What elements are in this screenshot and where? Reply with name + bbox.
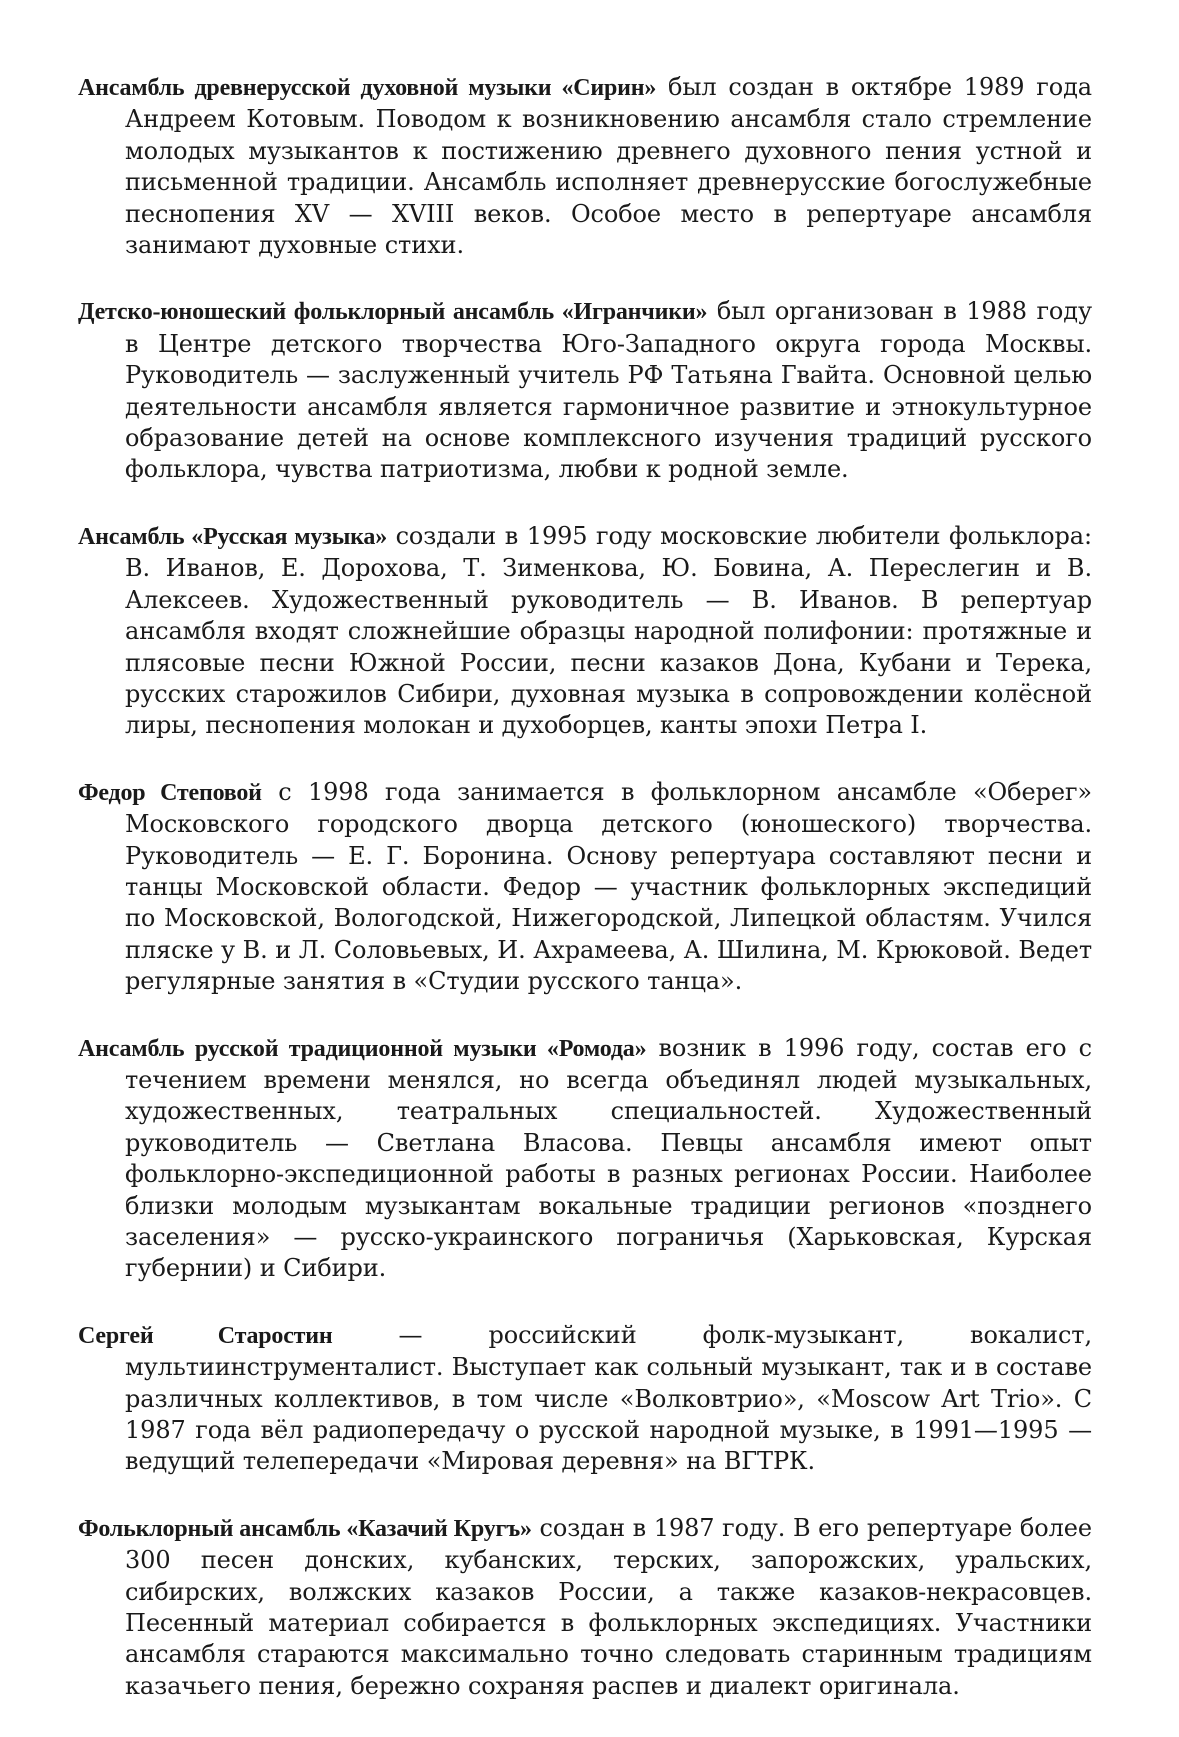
entry-text: был создан в октябре 1989 года Андреем Котовым. Поводом к возникновению ансамбля стало стремление молодых музыкантов к постижению древнего духовного пения устной и письменной традиции. Ансамбль исполняет древнерусские богослужебные песнопения XV — XVIII веков. Особое место в репертуаре ансамбля занимают духовные стихи.: [125, 73, 1092, 260]
entry-name: Ансамбль древнерусской духовной музыки «Сирин»: [78, 75, 657, 101]
entry-fedor-stepovoy: [78, 777, 1092, 998]
entry-text: создали в 1995 году московские любители фольклора: В. Иванов, Е. Дорохова, Т. Зименкова, Ю. Бовина, А. Переслегин и В. Алексеев. Художественный руководитель — В. Иванов. В репертуар ансамбля входят сложнейшие образцы народной полифонии: протяжные и плясовые песни Южной России, песни казаков Дона, Кубани и Терека, русских старожилов Сибири, духовная музыка в сопровождении колёсной лиры, песнопения молокан и духоборцев, канты эпохи Петра I.: [125, 521, 1092, 740]
entry-romoda: [78, 1033, 1092, 1285]
entry-name: Федор Степовой: [78, 779, 262, 806]
entry-text: возник в 1996 году, состав его с течением времени менялся, но всегда объединял людей музыкальных, художественных, театральных специальностей. Художественный руководитель — Светлана Власова. Певцы ансамбля имеют опыт фольклорно-экспедиционной работы в разных регионах России. Наиболее близки молодым музыкантам вокальные традиции регионов «позднего заселения» — русско-украинского пограничья (Харьковская, Курская губернии) и Сибири.: [125, 1033, 1093, 1283]
entry-name: Детско-юношеский фольклорный ансамбль «Игранчики»: [78, 299, 708, 326]
entry-text: был организован в 1988 году в Центре детского творчества Юго-Западного округа города Москвы. Руководитель — заслуженный учитель РФ Татьяна Гвайта. Основной целью деятельности ансамбля является гармоничное развитие и этнокультурное образование детей на основе комплексного изучения традиций русского фольклора, чувства патриотизма, любви к родной земле.: [125, 297, 1092, 484]
entry-igranchiki: [78, 296, 1092, 485]
entry-name: Фольклорный ансамбль «Казачий Кругъ»: [78, 1515, 532, 1542]
document-page: [78, 72, 1092, 1737]
entry-russkaya-muzyka: [78, 521, 1092, 742]
entry-sirin: [78, 72, 1092, 261]
entry-text: — российский фолк-музыкант, вокалист, мультиинструменталист. Выступает как сольный музыкант, так и в составе различных коллективов, в том числе «Волковтрио», «Moscow Art Trio». С 1987 года вёл радиопередачу о русской народной музыке, в 1991—1995 — ведущий телепередачи «Мировая деревня» на ВГТРК.: [125, 1320, 1092, 1476]
entry-name: Сергей Старостин: [78, 1322, 333, 1349]
entry-name: Ансамбль «Русская музыка»: [78, 523, 387, 550]
entry-text: с 1998 года занимается в фольклорном ансамбле «Оберег» Московского городского дворца детского (юношеского) творчества. Руководитель — Е. Г. Боронина. Основу репертуара составляют песни и танцы Московской области. Федор — участник фольклорных экспедиций по Московской, Вологодской, Нижегородской, Липецкой областям. Учился пляске у В. и Л. Соловьевых, И. Ахрамеева, А. Шилина, М. Крюковой. Ведет регулярные занятия в «Студии русского танца».: [125, 777, 1093, 996]
entry-kazachiy-krug: [78, 1513, 1092, 1702]
entry-sergey-starostin: [78, 1320, 1092, 1478]
entry-name: Ансамбль русской традиционной музыки «Ромода»: [78, 1035, 647, 1062]
entry-text: создан в 1987 году. В его репертуаре более 300 песен донских, кубанских, терских, запорожских, уральских, сибирских, волжских казаков России, а также казаков-некрасовцев. Песенный материал собирается в фольклорных экспедициях. Участники ансамбля стараются максимально точно следовать старинным традициям казачьего пения, бережно сохраняя распев и диалект оригинала.: [125, 1513, 1092, 1700]
